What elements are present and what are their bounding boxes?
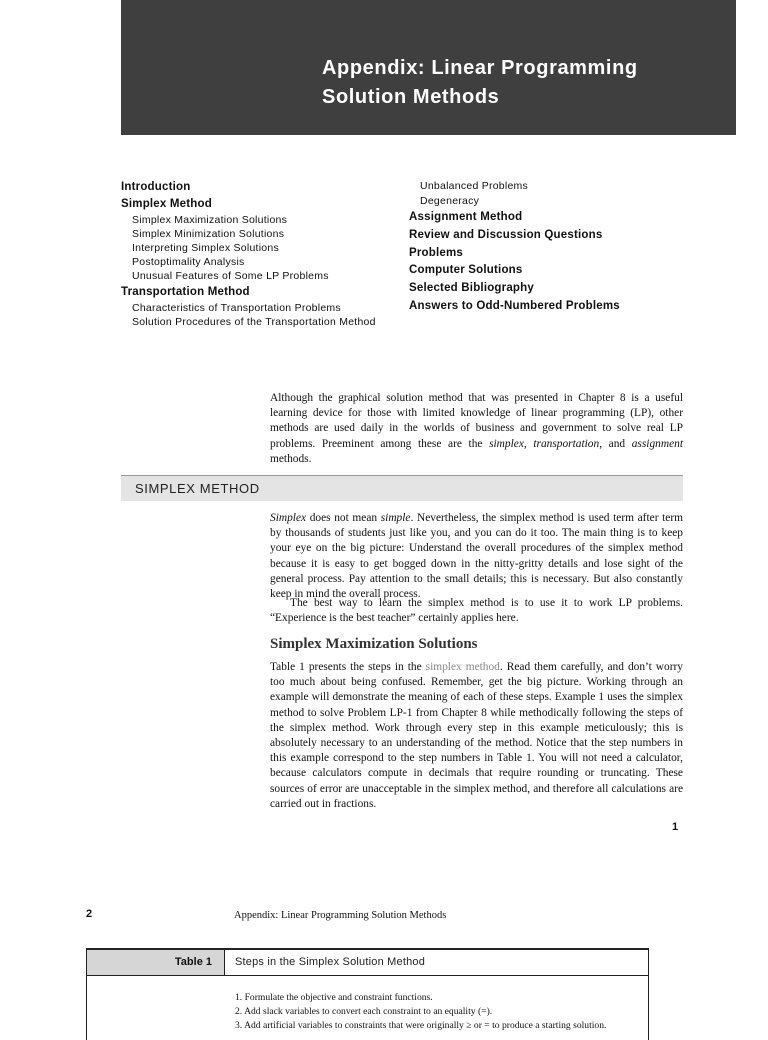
max-text-end: . Read them carefully, and don’t worry too much about being confused. Remember, get the big picture. Working through an example will demonstrate the meaning of each of these steps. Example 1 uses the simplex method to solve Problem LP-1 from Chapter 8 while methodically following the steps of the simplex method. Work through every step in this example meticulously; this is absolutely necessary to an understanding of the method. Notice that the step numbers in this example correspond to the step numbers in Table 1. You will not need a calculator, because calculators compute in decimals that require rounding or truncating. These sources of error are unacceptable in the simplex method, and therefore all calculations are carried out in fractions. (270, 661, 683, 810)
subheading-simplex-maximization: Simplex Maximization Solutions (270, 636, 478, 652)
toc-item-transportation-method: Transportation Method (121, 286, 250, 298)
toc-item-answers: Answers to Odd-Numbered Problems (409, 299, 620, 312)
toc-item-transportation-procedures: Solution Procedures of the Transportation Method (132, 316, 376, 328)
glossary-term-simplex-method[interactable]: simplex method (425, 661, 500, 673)
running-head: Appendix: Linear Programming Solution Methods (234, 910, 447, 921)
toc-item-selected-bibliography: Selected Bibliography (409, 282, 534, 295)
intro-sep-1: , (523, 437, 534, 450)
simplex-experience-paragraph: The best way to learn the simplex method is to use it to work LP problems. “Experience is the best teacher” certainly applies here. (270, 597, 683, 625)
simplex-steps-list (235, 991, 606, 1033)
chapter-title-line-2: Solution Methods (322, 86, 500, 108)
toc-item-degeneracy: Degeneracy (420, 195, 480, 207)
toc-item-simplex-minimization: Simplex Minimization Solutions (132, 228, 285, 240)
maximization-paragraph (270, 660, 683, 812)
intro-sep-2: , and (599, 437, 632, 450)
intro-em-transportation: transportation (533, 437, 600, 450)
intro-text-start: Although the graphical solution method that was presented in Chapter 8 is a useful learning device for those with limited knowledge of linear programming (LP), other methods are used daily in the worlds of business and government to solve real LP problems. Preeminent among these are the (270, 392, 683, 450)
simplex-text-rest: . Nevertheless, the simplex method is used term after term by thousands of students just like you, and you can do it too. The main thing is to keep your eye on the big picture: Understand the overall procedures of the simplex method because it is easy to get bogged down in the nitty-gritty details and lose sight of the general process. Pay attention to the small details; this is necessary. But also constantly keep in mind the overall process. (270, 512, 684, 601)
toc-item-simplex-method: Simplex Method (121, 198, 212, 210)
toc-item-interpreting-simplex: Interpreting Simplex Solutions (132, 242, 279, 254)
simplex-intro-paragraph (270, 511, 683, 602)
toc-item-simplex-maximization: Simplex Maximization Solutions (132, 214, 288, 226)
table-label: Table 1 (87, 950, 225, 975)
table-of-contents-right (409, 179, 709, 316)
toc-item-computer-solutions: Computer Solutions (409, 264, 523, 277)
simplex-text-mid: does not mean (306, 512, 381, 524)
toc-item-transportation-characteristics: Characteristics of Transportation Problems (132, 302, 341, 314)
toc-item-unusual-features: Unusual Features of Some LP Problems (132, 270, 329, 282)
toc-item-assignment-method: Assignment Method (409, 211, 523, 223)
table-of-contents-left (121, 179, 411, 329)
toc-item-review-questions: Review and Discussion Questions (409, 228, 603, 241)
chapter-title (322, 54, 722, 112)
page-number-1: 1 (672, 821, 679, 833)
table-caption: Steps in the Simplex Solution Method (235, 956, 426, 968)
intro-em-assignment: assignment (631, 437, 683, 450)
list-item: 1. Formulate the objective and constraint functions. (235, 992, 433, 1003)
section-heading-simplex-method: SIMPLEX METHOD (135, 481, 260, 496)
intro-em-simplex: simplex (489, 437, 524, 450)
chapter-title-line-1: Appendix: Linear Programming (322, 57, 638, 79)
list-item: 3. Add artificial variables to constraints that were originally ≥ or = to produce a starting solution. (235, 1020, 607, 1031)
max-text-start: Table 1 presents the steps in the (270, 661, 426, 673)
toc-item-postoptimality: Postoptimality Analysis (132, 256, 245, 268)
table-1 (86, 948, 649, 1040)
page-number-2: 2 (86, 908, 93, 920)
list-item: 2. Add slack variables to convert each constraint to an equality (=). (235, 1006, 493, 1017)
toc-item-introduction: Introduction (121, 181, 191, 193)
intro-paragraph (270, 391, 683, 467)
intro-text-end: methods. (270, 452, 312, 465)
toc-item-unbalanced-problems: Unbalanced Problems (420, 180, 529, 192)
simplex-em-simple: simple (380, 512, 411, 524)
simplex-em-simplex: Simplex (270, 512, 307, 524)
toc-item-problems: Problems (409, 246, 464, 259)
table-header-row (87, 950, 648, 976)
